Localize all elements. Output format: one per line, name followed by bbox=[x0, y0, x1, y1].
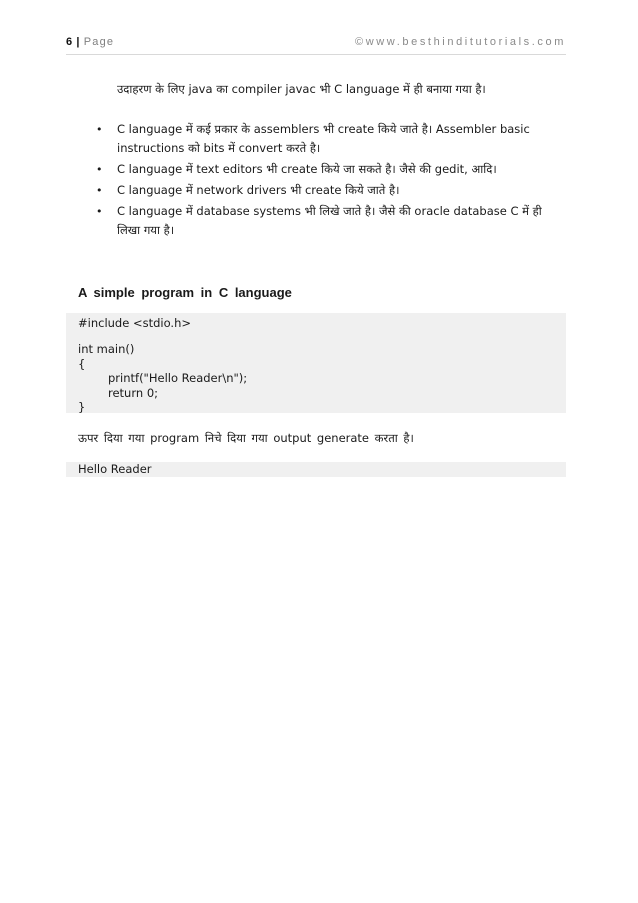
bullet-list bbox=[96, 120, 561, 242]
list-item bbox=[96, 160, 561, 179]
list-item-text: C language में network drivers भी create किये जाते है। bbox=[117, 183, 400, 197]
code-line: { bbox=[78, 357, 86, 371]
code-block bbox=[66, 313, 566, 413]
list-item-text: C language में कई प्रकार के assemblers भी create किये जाते है। Assembler basic instructions को bits में convert करते है। bbox=[117, 122, 530, 155]
list-item bbox=[96, 120, 561, 158]
code-line: #include <stdio.h> bbox=[78, 316, 192, 330]
list-item-text: C language में database systems भी लिखे जाते है। जैसे की oracle database C में ही लिखा गया है। bbox=[117, 204, 542, 237]
page-separator: | bbox=[76, 36, 80, 48]
list-item bbox=[96, 202, 561, 240]
bullet-icon: • bbox=[96, 205, 103, 218]
output-block bbox=[66, 462, 566, 477]
bullet-icon: • bbox=[96, 184, 103, 197]
section-heading: A simple program in C language bbox=[78, 285, 292, 300]
page-number-label bbox=[66, 36, 114, 48]
bullet-icon: • bbox=[96, 123, 103, 136]
list-item-text: C language में text editors भी create किये जा सकते है। जैसे की gedit, आदि। bbox=[117, 162, 497, 176]
code-line: printf("Hello Reader\n"); bbox=[108, 371, 248, 385]
bullet-icon: • bbox=[96, 163, 103, 176]
site-url: ©www.besthinditutorials.com bbox=[355, 36, 566, 48]
code-line: } bbox=[78, 400, 86, 414]
code-line: int main() bbox=[78, 342, 135, 356]
list-item bbox=[96, 181, 561, 200]
page-number: 6 bbox=[66, 36, 73, 48]
page-header bbox=[66, 34, 566, 55]
intro-paragraph: उदाहरण के लिए java का compiler javac भी C language में ही बनाया गया है। bbox=[117, 82, 486, 96]
code-line: return 0; bbox=[108, 386, 159, 400]
page-word: Page bbox=[83, 36, 115, 48]
output-text: Hello Reader bbox=[78, 462, 152, 476]
output-description: ऊपर दिया गया program निचे दिया गया output generate करता है। bbox=[78, 431, 414, 445]
